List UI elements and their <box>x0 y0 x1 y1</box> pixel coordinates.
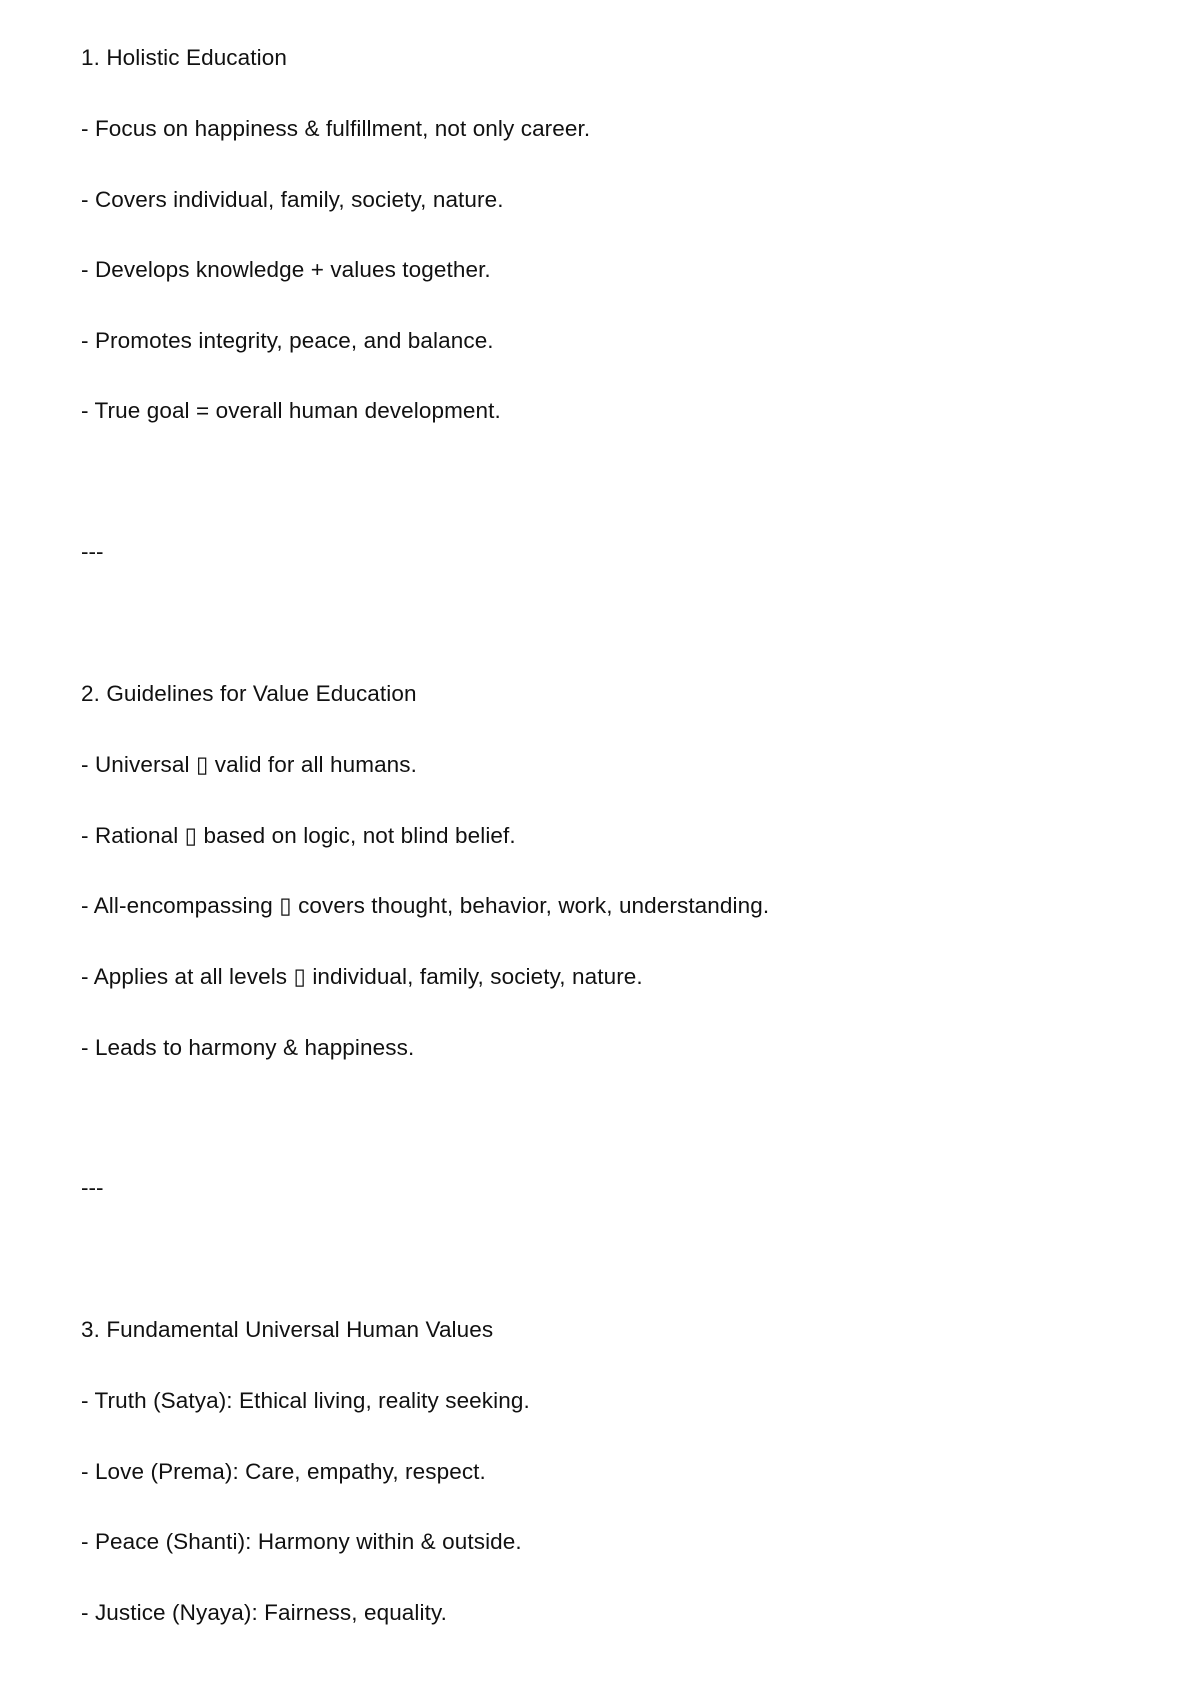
section-1-item-3: - Develops knowledge + values together. <box>81 257 491 282</box>
section-2-item-1: - Universal ▯ valid for all humans. <box>81 752 418 777</box>
section-2-heading: 2. Guidelines for Value Education <box>81 681 417 706</box>
section-1-item-2: - Covers individual, family, society, nature. <box>81 187 504 212</box>
section-1-heading: 1. Holistic Education <box>81 45 287 70</box>
section-1-item-1: - Focus on happiness & fulfillment, not only career. <box>81 116 591 141</box>
section-3-item-4: - Justice (Nyaya): Fairness, equality. <box>81 1600 447 1625</box>
section-separator-1: --- <box>81 539 104 564</box>
section-1-item-5: - True goal = overall human development. <box>81 398 501 423</box>
section-2-item-4: - Applies at all levels ▯ individual, family, society, nature. <box>81 964 643 989</box>
section-3-item-2: - Love (Prema): Care, empathy, respect. <box>81 1459 486 1484</box>
section-separator-2: --- <box>81 1175 104 1200</box>
section-2-item-2: - Rational ▯ based on logic, not blind belief. <box>81 823 516 848</box>
section-2-item-5: - Leads to harmony & happiness. <box>81 1035 415 1060</box>
section-3-heading: 3. Fundamental Universal Human Values <box>81 1317 494 1342</box>
section-1-item-4: - Promotes integrity, peace, and balance. <box>81 328 494 353</box>
section-3-item-3: - Peace (Shanti): Harmony within & outside. <box>81 1529 522 1554</box>
section-3-item-1: - Truth (Satya): Ethical living, reality seeking. <box>81 1388 530 1413</box>
section-2-item-3: - All-encompassing ▯ covers thought, behavior, work, understanding. <box>81 893 770 918</box>
